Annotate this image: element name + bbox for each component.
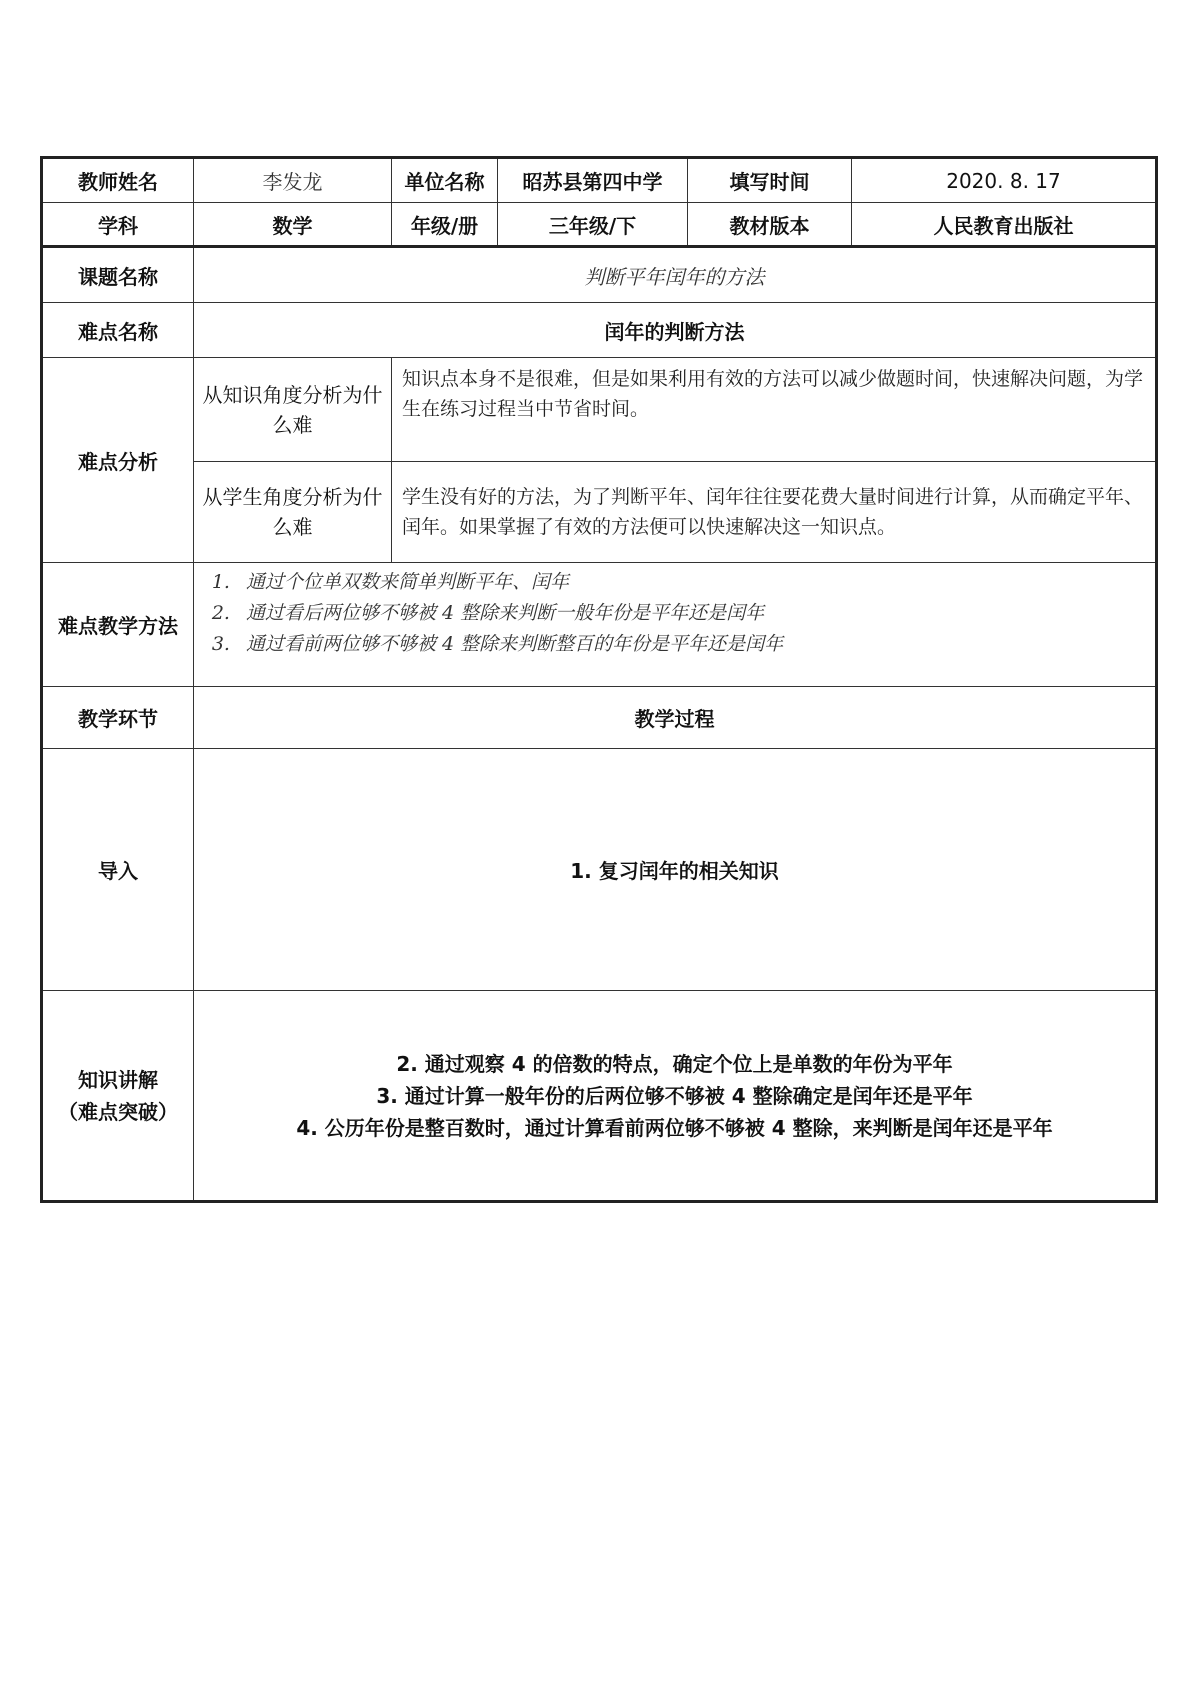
intro-row [42, 749, 1157, 991]
stage-label: 教学环节 [42, 687, 194, 749]
unit-value: 昭苏县第四中学 [498, 158, 688, 203]
explain-points [194, 991, 1157, 1202]
analysis-label: 难点分析 [42, 358, 194, 563]
explain-label-line1: 知识讲解 [78, 1067, 158, 1092]
student-angle-text: 学生没有好的方法，为了判断平年、闰年往往要花费大量时间进行计算，从而确定平年、闰年。如果掌握了有效的方法便可以快速解决这一知识点。 [392, 462, 1157, 563]
methods-row [42, 563, 1157, 687]
methods-list-cell [194, 563, 1157, 687]
textbook-value: 人民教育出版社 [852, 203, 1157, 247]
date-label: 填写时间 [688, 158, 852, 203]
method-item: 1. 通过个位单双数来简单判断平年、闰年 [236, 567, 1145, 598]
explain-point: 4. 公历年份是整百数时，通过计算看前两位够不够被 4 整除，来判断是闰年还是平年 [296, 1115, 1053, 1140]
student-angle-label: 从学生角度分析为什么难 [194, 462, 392, 563]
knowledge-angle-label: 从知识角度分析为什么难 [194, 358, 392, 462]
topic-value: 判断平年闰年的方法 [194, 247, 1157, 303]
date-value: 2020. 8. 17 [852, 158, 1157, 203]
difficulty-row [42, 303, 1157, 358]
header-row-1 [42, 158, 1157, 203]
analysis-student-row [42, 462, 1157, 563]
subject-value: 数学 [194, 203, 392, 247]
explain-row [42, 991, 1157, 1202]
difficulty-label: 难点名称 [42, 303, 194, 358]
lesson-plan-sheet [40, 156, 1155, 1203]
header-row-2 [42, 203, 1157, 247]
process-label: 教学过程 [194, 687, 1157, 749]
methods-list [204, 567, 1145, 660]
teacher-value: 李发龙 [194, 158, 392, 203]
textbook-label: 教材版本 [688, 203, 852, 247]
topic-row [42, 247, 1157, 303]
topic-label: 课题名称 [42, 247, 194, 303]
methods-label: 难点教学方法 [42, 563, 194, 687]
process-header-row [42, 687, 1157, 749]
explain-label-line2: （难点突破） [58, 1099, 178, 1124]
intro-label: 导入 [42, 749, 194, 991]
analysis-knowledge-row [42, 358, 1157, 462]
subject-label: 学科 [42, 203, 194, 247]
method-item: 3. 通过看前两位够不够被 4 整除来判断整百的年份是平年还是闰年 [236, 629, 1145, 660]
lesson-plan-table [40, 156, 1158, 1203]
explain-point: 3. 通过计算一般年份的后两位够不够被 4 整除确定是闰年还是平年 [376, 1083, 973, 1108]
grade-label: 年级/册 [392, 203, 498, 247]
teacher-label: 教师姓名 [42, 158, 194, 203]
grade-value: 三年级/下 [498, 203, 688, 247]
explain-point: 2. 通过观察 4 的倍数的特点，确定个位上是单数的年份为平年 [396, 1051, 953, 1076]
unit-label: 单位名称 [392, 158, 498, 203]
intro-content: 1. 复习闰年的相关知识 [194, 749, 1157, 991]
explain-label [42, 991, 194, 1202]
method-item: 2. 通过看后两位够不够被 4 整除来判断一般年份是平年还是闰年 [236, 598, 1145, 629]
difficulty-value: 闰年的判断方法 [194, 303, 1157, 358]
knowledge-angle-text: 知识点本身不是很难，但是如果利用有效的方法可以减少做题时间，快速解决问题，为学生在练习过程当中节省时间。 [392, 358, 1157, 462]
